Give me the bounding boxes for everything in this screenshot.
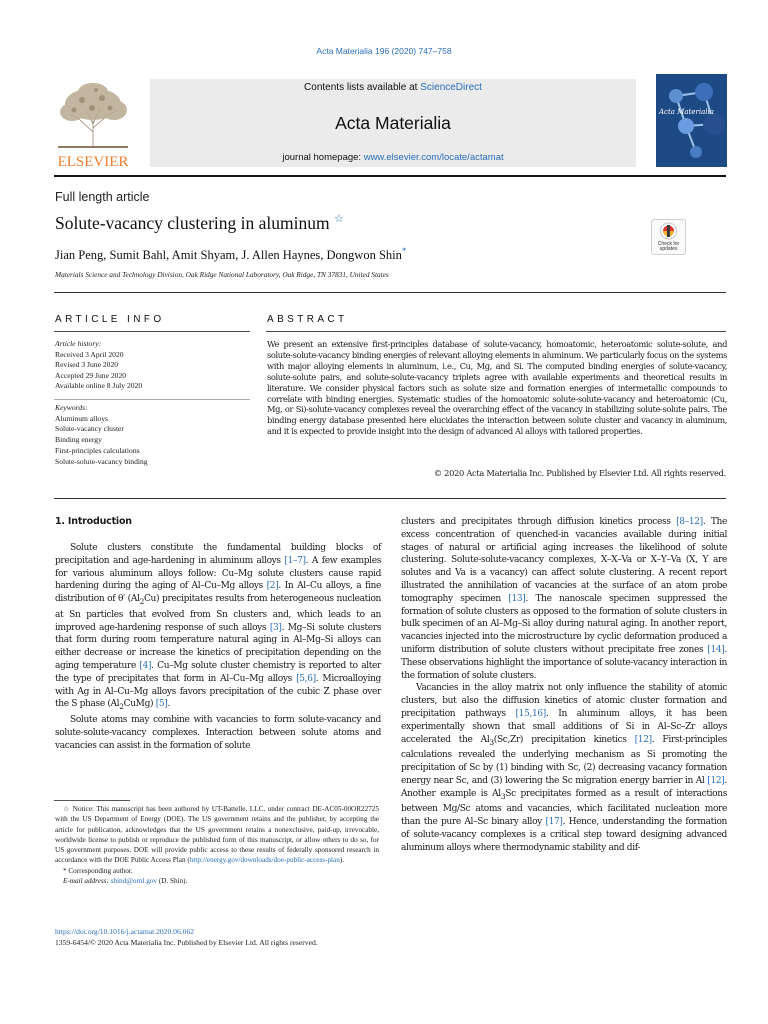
contents-prefix: Contents lists available at bbox=[304, 82, 418, 93]
text-run: Corresponding author. bbox=[68, 866, 133, 875]
article-title-text: Solute-vacancy clustering in aluminum bbox=[55, 212, 330, 233]
journal-homepage-line bbox=[150, 152, 636, 163]
issn-copyright: 1359-6454/© 2020 Acta Materialia Inc. Published by Elsevier Ltd. All rights reserved. bbox=[55, 938, 318, 947]
abstract-rule bbox=[266, 331, 726, 332]
text-run: (D. Shin). bbox=[158, 877, 188, 886]
crossmark-label: Check for updates bbox=[657, 241, 680, 253]
paragraph: Solute atoms may combine with vacancies to form solute-vacancy and solute-solute-vacancy complexes. Interaction between solute atoms and vacancies can assist in the formation of solute bbox=[55, 714, 381, 751]
text-run: Cu) precipitates results from heterogeneous nucleation at Sn particles that evolved from Sn clusters and, which leads to an improved age-hardening response of such alloys bbox=[55, 594, 382, 633]
text-run: . Another example is Al bbox=[401, 775, 727, 799]
text-run: . These observations highlight the importance of solute-vacancy interaction in the formation of solute clusters. bbox=[401, 644, 727, 681]
corresponding-author-star-icon[interactable]: * bbox=[401, 246, 407, 256]
author-names: Jian Peng, Sumit Bahl, Amit Shyam, J. Allen Haynes, Dongwon Shin bbox=[55, 248, 402, 263]
contents-line bbox=[150, 82, 636, 93]
text-run: . Hence, understanding the formation of solute-vacancy complexes is a critical step toward designing advanced aluminum alloys where thermodynamic stability and dif- bbox=[401, 816, 728, 853]
citation-link[interactable]: [13] bbox=[508, 593, 526, 604]
citation-link[interactable]: [15,16] bbox=[515, 708, 546, 719]
citation-link[interactable]: [8–12] bbox=[676, 517, 703, 527]
article-title bbox=[55, 212, 344, 234]
text-run: clusters and precipitates through diffusion kinetics process bbox=[401, 517, 677, 527]
body-divider bbox=[54, 498, 726, 499]
keyword-item: Aluminum alloys bbox=[55, 413, 108, 423]
abstract-heading: ABSTRACT bbox=[267, 314, 348, 325]
citation-link[interactable]: [14] bbox=[707, 644, 725, 655]
text-run: (Sc,Zr) precipitation kinetics bbox=[493, 734, 635, 745]
corresponding-star-icon: * bbox=[63, 866, 67, 875]
body-column-left bbox=[55, 542, 381, 752]
body-column-right bbox=[401, 516, 727, 854]
notice-star-icon: ☆ bbox=[63, 805, 71, 813]
text-run: Notice: This manuscript has been authored by UT-Battelle, LLC, under contract DE-AC05-00OR22725 with the US Department of Energy (DOE). The US government retains and the publisher, by accepting the article for publication, acknowledges that the US government retains a nonexclusive, paid-up, irrevocable, worldwide license to publish or reproduce the published form of this manuscript, or allow others to do so, for US government purposes. DOE will provide public access to these results of federally sponsored research in accordance with the DOE Public Access Plan ( bbox=[55, 805, 379, 865]
citation-link[interactable]: [2] bbox=[266, 581, 279, 592]
header-divider bbox=[54, 175, 726, 177]
cover-title: Acta Materialia bbox=[659, 108, 714, 116]
keyword-item: Binding energy bbox=[55, 435, 102, 445]
elsevier-wordmark: ELSEVIER bbox=[57, 154, 129, 168]
keyword-item: Solute-solute-vacancy binding bbox=[55, 456, 148, 466]
text-run: . Microalloying with Ag in Al–Cu–Mg alloys favors precipitation of the cubic Z phase over the S phase (Al bbox=[55, 673, 381, 710]
subscript: 2 bbox=[139, 596, 144, 606]
paragraph bbox=[401, 516, 727, 682]
text-run: Solute clusters constitute the fundamental building blocks of precipitation and age-hardening in aluminum alloys bbox=[55, 543, 381, 566]
citation-link[interactable]: [4] bbox=[139, 660, 152, 671]
author-affiliation: Materials Science and Technology Division, Oak Ridge National Laboratory, Oak Ridge, TN 37831, United States bbox=[55, 270, 389, 279]
email-link[interactable]: shind@ornl.gov bbox=[110, 877, 158, 886]
footnote-rule bbox=[54, 800, 130, 801]
text-run: . The excess concentration of quenched-in vacancies available during initial stages of natural or artificial aging increases the likelihood of solute clustering. Solute-solute-vacancy complexes, X–X–Va or X–Y–Va (X, Y are solutes and Va is a vacancy) can affect solute clustering. A recent report illustrated the annihilation of vacancies at the surface of an atom probe tomography specimen bbox=[401, 517, 727, 604]
history-received: Received 3 April 2020 bbox=[55, 349, 124, 359]
section-heading: 1. Introduction bbox=[55, 516, 132, 527]
text-run: Sc precipitates formed as a result of interactions between Mg/Sc atoms and vacancies, which facilitated nucleation more than the pure Al–Sc binary alloy bbox=[401, 788, 727, 827]
text-run: Vacancies in the alloy matrix not only influence the stability of atomic clusters, but also the diffusion kinetics of atomic cluster formation and precipitation pathways bbox=[401, 683, 727, 719]
corresponding-author-footnote bbox=[55, 866, 379, 876]
article-info-rule bbox=[54, 331, 250, 332]
abstract-text: We present an extensive first-principles database of solute-vacancy, homoatomic, heteroatomic solute-solute, and solute-solute-vacancy binding energies of relevant alloying elements in aluminum. We particularly focus on the systems with major alloying elements in aluminum, i.e., Cu, Mg, and Si. The computed binding energies of solute-vacancy, solute-solute pairs, and solute-solute-vacancy triplets agree with available experiments and theoretical results in literature. We consider physical factors such as solute size and formation energies of intermetallic compounds to correlate with binding energies. Systematic studies of the homoatomic solute-solute-vacancy and heteroatomic (Cu, Mg, or Si)-solute-vacancy complexes reveal the overarching effect of the vacancy in stabilizing solute-solute pairs. The binding energy database presented here elucidates the interaction between solute cluster and vacancy in aluminum, and it is expected to provide insight into the design of advanced Al alloys with tailored properties. bbox=[267, 339, 727, 437]
journal-title: Acta Materialia bbox=[335, 113, 451, 133]
article-type: Full length article bbox=[55, 190, 150, 204]
abstract-copyright: © 2020 Acta Materialia Inc. Published by Elsevier Ltd. All rights reserved. bbox=[433, 468, 726, 478]
email-label: E-mail address: bbox=[63, 877, 109, 886]
citation-link[interactable]: [5] bbox=[155, 699, 168, 710]
history-online: Available online 8 July 2020 bbox=[55, 381, 143, 391]
article-history bbox=[55, 339, 142, 392]
text-run: . In aluminum alloys, it has been experimentally shown that small additions of Si in Al–Sc–Zr alloys accelerated the Al bbox=[401, 708, 727, 745]
keywords-heading: Keywords: bbox=[55, 403, 88, 412]
journal-cover-image[interactable] bbox=[656, 74, 727, 167]
email-footnote bbox=[55, 876, 379, 886]
article-info-heading: ARTICLE INFO bbox=[55, 314, 165, 325]
page-footer bbox=[55, 926, 318, 948]
text-run: . bbox=[167, 699, 170, 710]
notice-footnote bbox=[55, 804, 379, 866]
sciencedirect-link[interactable]: ScienceDirect bbox=[420, 82, 482, 93]
subscript: 2 bbox=[119, 702, 124, 712]
citation-link[interactable]: [5,6] bbox=[296, 673, 316, 684]
text-run: ). bbox=[339, 856, 345, 865]
citation-link[interactable]: [12] bbox=[707, 775, 725, 786]
text-run: . In Al–Cu alloys, a fine distribution of θ′ (Al bbox=[55, 581, 381, 605]
elsevier-tree-logo bbox=[52, 80, 134, 168]
text-run: . First-principles calculations revealed the underlying mechanism as Si promoting the precipitation of Sc by (1) binding with Sc, (2) decreasing vacancy formation energy near Sc, and (3) lowering the Sc migration energy barrier in Al bbox=[401, 734, 727, 786]
article-history-heading: Article history: bbox=[55, 339, 102, 348]
paragraph bbox=[55, 542, 381, 714]
subscript: 3 bbox=[500, 791, 506, 801]
affiliation-divider bbox=[54, 292, 726, 293]
check-for-updates-button[interactable] bbox=[651, 219, 686, 255]
cover-molecule-graphic bbox=[656, 74, 727, 167]
paragraph bbox=[401, 682, 727, 854]
homepage-prefix: journal homepage: bbox=[282, 152, 362, 163]
footnotes bbox=[55, 804, 379, 886]
journal-homepage-link[interactable]: www.elsevier.com/locate/actamat bbox=[363, 152, 504, 163]
history-accepted: Accepted 29 June 2020 bbox=[55, 370, 127, 380]
text-run: . Cu–Mg solute cluster chemistry is reported to alter the type of precipitates that form in Al–Cu–Mg alloys bbox=[55, 660, 381, 684]
text-run: . The nanoscale specimen suppressed the formation of solute clusters as opposed to the formation of solute clusters in bulk specimen of an Al–Mg–Si alloy during natural aging. In another report, vacancies injected into the microstructure by cyclic deformation produced a uniform distribution of solute clusters without precipitate free zones bbox=[401, 593, 728, 655]
keyword-item: First-principles calculations bbox=[55, 445, 140, 455]
citation-link[interactable]: [17] bbox=[545, 816, 563, 827]
text-run: . Mg–Si solute clusters that form during room temperature natural aging in Al–Mg–Si alloys can either decrease or increase the kinetics of precipitation depending on the aging temperature bbox=[55, 622, 382, 671]
citation-link[interactable]: [3] bbox=[269, 622, 282, 633]
keywords bbox=[55, 403, 148, 467]
title-footnote-star-icon[interactable]: ☆ bbox=[333, 213, 344, 225]
keyword-item: Solute-vacancy cluster bbox=[55, 424, 124, 434]
text-run: CuMg) bbox=[123, 699, 156, 710]
history-revised: Revised 3 June 2020 bbox=[55, 360, 119, 370]
author-list bbox=[55, 246, 406, 263]
article-info-mid-rule bbox=[54, 399, 250, 400]
doe-public-access-link[interactable]: http://energy.gov/downloads/doe-public-access-plan bbox=[189, 856, 340, 865]
doi-link[interactable]: https://doi.org/10.1016/j.actamat.2020.06.062 bbox=[55, 927, 195, 936]
subscript: 3 bbox=[489, 737, 494, 747]
crossmark-icon bbox=[652, 220, 685, 242]
citation-link[interactable]: [1–7] bbox=[284, 555, 306, 566]
journal-reference-link[interactable]: Acta Materialia 196 (2020) 747–758 bbox=[316, 46, 452, 56]
text-run: . A few examples for various aluminum alloys follow: Cu–Mg solute clusters cause rapid hardening during the aging of Al–Cu–Mg alloys bbox=[55, 555, 381, 592]
citation-link[interactable]: [12] bbox=[634, 734, 652, 745]
